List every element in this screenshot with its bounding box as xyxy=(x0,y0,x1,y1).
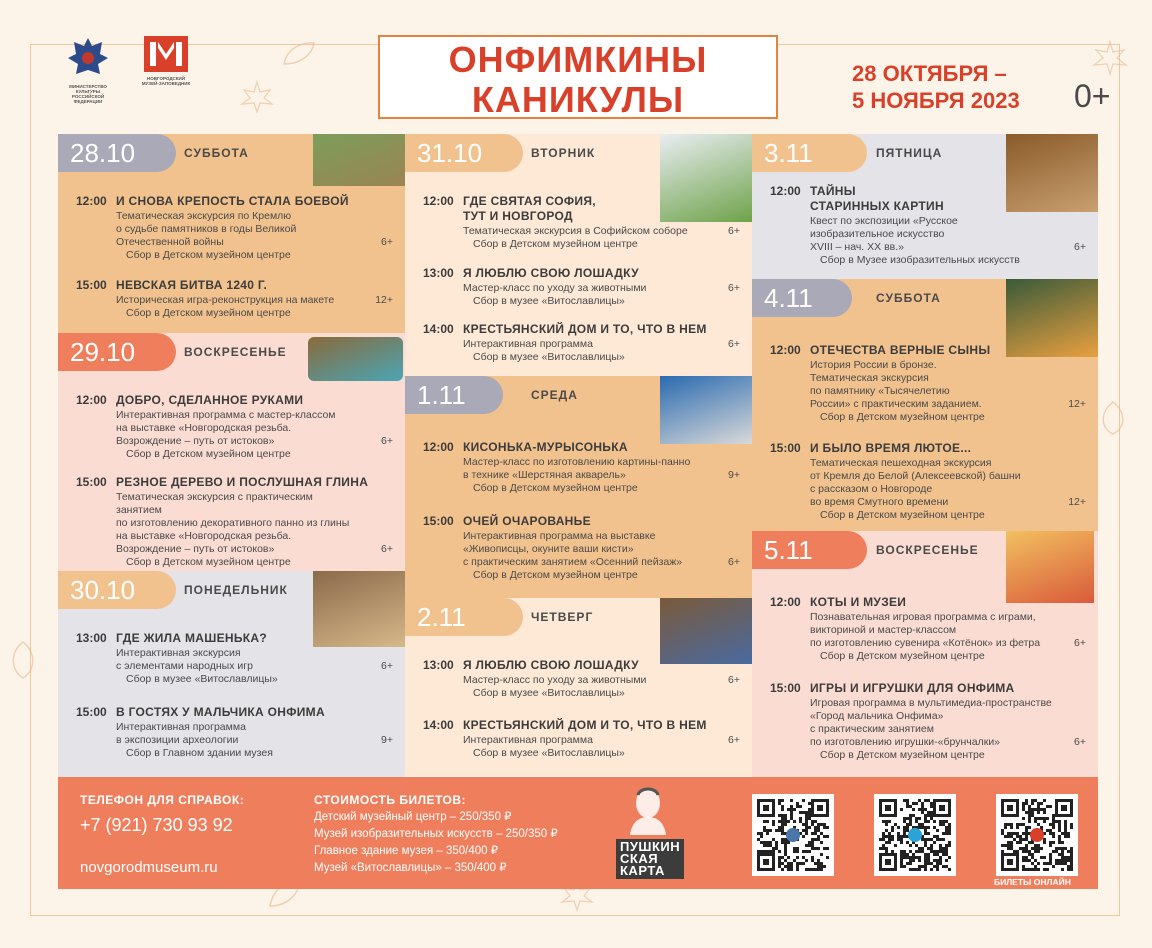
event-title: И БЫЛО ВРЕМЯ ЛЮТОЕ... xyxy=(810,441,972,455)
event-item xyxy=(770,441,1086,522)
footer xyxy=(58,777,1098,889)
day-photo xyxy=(1006,531,1094,603)
event-item xyxy=(423,658,740,700)
event-title: КИСОНЬКА-МУРЫСОНЬКА xyxy=(463,440,628,454)
event-place: Сбор в Детском музейном центре xyxy=(820,650,985,662)
event-title: КРЕСТЬЯНСКИЙ ДОМ И ТО, ЧТО В НЕМ xyxy=(463,718,707,732)
day-weekday: ВОСКРЕСЕНЬЕ xyxy=(876,543,979,557)
event-title-box xyxy=(378,35,778,119)
event-age-rating: 6+ xyxy=(1074,637,1086,649)
day-date: 28.10 xyxy=(58,134,176,172)
maple-leaf-icon xyxy=(1092,40,1128,76)
event-time: 12:00 xyxy=(423,440,454,454)
event-time: 14:00 xyxy=(423,718,454,732)
event-age-rating: 6+ xyxy=(728,338,740,350)
day-date: 5.11 xyxy=(752,531,867,569)
event-item xyxy=(770,595,1086,663)
day-date: 30.10 xyxy=(58,571,176,609)
event-place: Сбор в Детском музейном центре xyxy=(820,749,985,761)
event-description: Интерактивная программа xyxy=(463,338,593,350)
ministry-caption: МИНИСТЕРСТВО КУЛЬТУРЫ РОССИЙСКОЙ ФЕДЕРАЦИИ xyxy=(69,84,107,104)
day-photo xyxy=(308,337,403,381)
event-title: ГДЕ СВЯТАЯ СОФИЯ, ТУТ И НОВГОРОД xyxy=(463,194,596,223)
day-header xyxy=(405,134,752,172)
day-header xyxy=(58,571,405,609)
event-description: Мастер-класс по изготовлению картины-панно в технике «Шерстяная акварель» xyxy=(463,456,691,481)
event-title: ТАЙНЫ СТАРИННЫХ КАРТИН xyxy=(810,184,944,213)
pushkin-portrait-icon xyxy=(626,785,670,835)
day-weekday: СУББОТА xyxy=(876,291,941,305)
leaf-icon xyxy=(8,640,38,680)
event-age-rating: 6+ xyxy=(728,556,740,568)
event-description: Тематическая экскурсия по Кремлю о судьбе памятников в годы Великой Отечественной войны xyxy=(116,210,297,248)
event-title: Я ЛЮБЛЮ СВОЮ ЛОШАДКУ xyxy=(463,266,639,280)
event-item xyxy=(770,184,1086,267)
event-place: Сбор в Детском музейном центре xyxy=(126,249,291,261)
dates-line2: 5 НОЯБРЯ 2023 xyxy=(852,88,1020,113)
day-section xyxy=(752,279,1098,531)
event-title: ОТЕЧЕСТВА ВЕРНЫЕ СЫНЫ xyxy=(810,343,991,357)
event-place: Сбор в Детском музейном центре xyxy=(473,569,638,581)
phone-number[interactable]: +7 (921) 730 93 92 xyxy=(80,815,233,835)
event-description: Игровая программа в мультимедиа-пространстве «Город мальчика Онфима» с практическим занятием по изготовлению игрушки-«брунчалки» xyxy=(810,697,1052,748)
day-date: 2.11 xyxy=(405,598,523,636)
event-description: Интерактивная программа xyxy=(463,734,593,746)
event-item xyxy=(423,322,740,364)
event-place: Сбор в Детском музейном центре xyxy=(126,307,291,319)
event-age-rating: 12+ xyxy=(1068,398,1086,410)
title-line1: ОНФИМКИНЫ xyxy=(448,39,708,80)
event-description: Тематическая экскурсия в Софийском соборе xyxy=(463,225,688,237)
museum-logo xyxy=(138,34,194,86)
event-item xyxy=(76,631,393,686)
day-weekday: ПЯТНИЦА xyxy=(876,146,943,160)
qr-caption: БИЛЕТЫ ОНЛАЙН xyxy=(994,877,1071,887)
event-age-rating: 6+ xyxy=(728,734,740,746)
event-place: Сбор в музее «Витославлицы» xyxy=(473,295,625,307)
event-heading xyxy=(76,393,393,408)
day-weekday: ВТОРНИК xyxy=(531,146,596,160)
event-place: Сбор в Детском музейном центре xyxy=(126,556,291,568)
day-weekday: ПОНЕДЕЛЬНИК xyxy=(184,583,288,597)
event-description: Мастер-класс по уходу за животными xyxy=(463,674,647,686)
pushkin-line2: СКАЯ xyxy=(620,851,659,866)
day-date: 1.11 xyxy=(405,376,503,414)
event-heading xyxy=(423,440,740,455)
event-time: 12:00 xyxy=(76,393,107,407)
event-time: 12:00 xyxy=(770,343,801,357)
event-place: Сбор в Детском музейном центре xyxy=(126,448,291,460)
day-weekday: ВОСКРЕСЕНЬЕ xyxy=(184,345,287,359)
day-section xyxy=(405,598,752,776)
event-description: История России в бронзе. Тематическая экскурсия по памятнику «Тысячелетию России» с практическим заданием. xyxy=(810,359,982,410)
title-line2: КАНИКУЛЫ xyxy=(471,79,685,120)
event-time: 15:00 xyxy=(770,681,801,695)
price-item: Главное здание музея – 350/400 ₽ xyxy=(314,845,499,857)
pushkin-card-logo xyxy=(614,785,714,881)
event-description: Мастер-класс по уходу за животными xyxy=(463,282,647,294)
day-header xyxy=(58,333,405,371)
event-heading xyxy=(423,194,740,224)
event-heading xyxy=(423,514,740,529)
leaf-icon xyxy=(1098,400,1128,436)
qr-code-telegram[interactable] xyxy=(874,794,956,876)
event-place: Сбор в Детском музейном центре xyxy=(820,509,985,521)
event-heading xyxy=(770,343,1086,358)
qr-code-icon xyxy=(879,799,951,871)
event-time: 13:00 xyxy=(76,631,107,645)
event-title: В ГОСТЯХ У МАЛЬЧИКА ОНФИМА xyxy=(116,705,325,719)
day-section xyxy=(405,134,752,376)
qr-code-tickets[interactable] xyxy=(996,794,1078,876)
event-time: 13:00 xyxy=(423,266,454,280)
qr-code-icon xyxy=(757,799,829,871)
event-time: 15:00 xyxy=(76,278,107,292)
day-header xyxy=(58,134,405,172)
qr-code-icon xyxy=(1001,799,1073,871)
event-age-rating: 6+ xyxy=(728,674,740,686)
day-date: 29.10 xyxy=(58,333,176,371)
event-time: 15:00 xyxy=(76,475,107,489)
day-header xyxy=(752,531,1098,569)
day-section xyxy=(752,134,1098,279)
maple-leaf-icon xyxy=(240,80,274,114)
ministry-logo xyxy=(60,34,116,104)
event-place: Сбор в Детском музейном центре xyxy=(473,482,638,494)
event-title: ОЧЕЙ ОЧАРОВАНЬЕ xyxy=(463,514,591,528)
event-age-rating: 6+ xyxy=(381,660,393,672)
price-list xyxy=(314,809,558,877)
event-description: Познавательная игровая программа с играми, викториной и мастер-классом по изготовлению сувенира «Котёнок» из фетра xyxy=(810,611,1041,649)
event-place: Сбор в музее «Витославлицы» xyxy=(473,687,625,699)
day-header xyxy=(752,134,1098,172)
event-heading xyxy=(76,278,393,293)
event-description: Интерактивная программа на выставке «Живописцы, окуните ваши кисти» с практическим занятием «Осенний пейзаж» xyxy=(463,530,683,568)
event-title: РЕЗНОЕ ДЕРЕВО И ПОСЛУШНАЯ ГЛИНА xyxy=(116,475,369,489)
day-section xyxy=(58,571,405,777)
event-item xyxy=(770,343,1086,424)
event-place: Сбор в Музее изобразительных искусств xyxy=(820,254,1020,266)
event-age-rating: 9+ xyxy=(728,469,740,481)
pushkin-line3: КАРТА xyxy=(620,863,665,878)
day-weekday: СУББОТА xyxy=(184,146,249,160)
event-description: Тематическая пешеходная экскурсия от Кремля до Белой (Алексеевской) башни с рассказом о Новгороде во время Смутного времени xyxy=(810,457,1021,508)
day-section xyxy=(58,333,405,571)
event-time: 15:00 xyxy=(770,441,801,455)
day-date: 31.10 xyxy=(405,134,523,172)
event-title: ИГРЫ И ИГРУШКИ ДЛЯ ОНФИМА xyxy=(810,681,1015,695)
price-item: Музей изобразительных искусств – 250/350 ₽ xyxy=(314,828,558,840)
event-place: Сбор в музее «Витославлицы» xyxy=(126,673,278,685)
event-title: ДОБРО, СДЕЛАННОЕ РУКАМИ xyxy=(116,393,304,407)
day-section xyxy=(752,531,1098,777)
price-item: Музей «Витославлицы» – 350/400 ₽ xyxy=(314,862,507,874)
leaf-icon xyxy=(282,40,316,66)
event-age-rating: 9+ xyxy=(381,734,393,746)
event-heading xyxy=(76,631,393,646)
event-time: 12:00 xyxy=(423,194,454,208)
event-item xyxy=(770,681,1086,762)
event-age-rating: 6+ xyxy=(728,282,740,294)
event-heading xyxy=(423,322,740,337)
price-item: Детский музейный центр – 250/350 ₽ xyxy=(314,811,512,823)
event-age-rating: 6+ xyxy=(381,543,393,555)
day-date: 4.11 xyxy=(752,279,852,317)
event-heading xyxy=(76,705,393,720)
event-place: Сбор в музее «Витославлицы» xyxy=(473,351,625,363)
event-heading xyxy=(770,595,1086,610)
event-item xyxy=(76,194,393,262)
day-weekday: СРЕДА xyxy=(531,388,578,402)
day-header xyxy=(405,598,752,636)
event-dates xyxy=(852,60,1020,114)
event-item xyxy=(76,475,393,569)
prices-label: СТОИМОСТЬ БИЛЕТОВ: xyxy=(314,793,467,807)
event-place: Сбор в музее «Витославлицы» xyxy=(473,747,625,759)
pushkin-line1: ПУШКИН xyxy=(620,839,681,854)
event-heading xyxy=(770,681,1086,696)
day-photo xyxy=(660,598,752,664)
event-time: 12:00 xyxy=(76,194,107,208)
event-description: Историческая игра-реконструкция на макете xyxy=(116,294,335,306)
event-item xyxy=(76,393,393,461)
event-heading xyxy=(423,266,740,281)
eagle-emblem-icon xyxy=(66,34,110,82)
event-heading xyxy=(423,718,740,733)
header-logos xyxy=(60,34,194,104)
day-section xyxy=(58,134,405,333)
event-heading xyxy=(770,184,1086,214)
day-weekday: ЧЕТВЕРГ xyxy=(531,610,594,624)
event-time: 12:00 xyxy=(770,595,801,609)
event-heading xyxy=(770,441,1086,456)
event-item xyxy=(423,266,740,308)
event-item xyxy=(76,705,393,760)
event-title: ГДЕ ЖИЛА МАШЕНЬКА? xyxy=(116,631,268,645)
event-title: И СНОВА КРЕПОСТЬ СТАЛА БОЕВОЙ xyxy=(116,194,349,208)
event-place: Сбор в Детском музейном центре xyxy=(820,411,985,423)
event-age-rating: 12+ xyxy=(375,294,393,306)
event-title: Я ЛЮБЛЮ СВОЮ ЛОШАДКУ xyxy=(463,658,639,672)
event-item xyxy=(423,194,740,251)
event-time: 12:00 xyxy=(770,184,801,198)
event-age-rating: 6+ xyxy=(1074,241,1086,253)
event-description: Тематическая экскурсия с практическим занятием по изготовлению декоративного панно из глины на выставке «Новгородская резьба. Возрождение – путь от истоков» xyxy=(116,491,350,555)
event-description: Квест по экспозиции «Русское изобразительное искусство XVIII – нач. XX вв.» xyxy=(810,215,958,253)
event-age-rating: 6+ xyxy=(728,225,740,237)
day-date: 3.11 xyxy=(752,134,867,172)
event-title: НЕВСКАЯ БИТВА 1240 Г. xyxy=(116,278,268,292)
qr-code-vk[interactable] xyxy=(752,794,834,876)
day-photo xyxy=(660,376,752,444)
museum-caption: НОВГОРОДСКИЙ МУЗЕЙ-ЗАПОВЕДНИК xyxy=(141,76,191,86)
event-place: Сбор в Главном здании музея xyxy=(126,747,273,759)
phone-label: ТЕЛЕФОН ДЛЯ СПРАВОК: xyxy=(80,793,245,807)
event-description: Интерактивная программа в экспозиции археологии xyxy=(116,721,246,746)
event-age-rating: 6+ xyxy=(381,435,393,447)
age-rating: 0+ xyxy=(1074,78,1111,114)
day-header xyxy=(405,376,752,414)
event-title: КРЕСТЬЯНСКИЙ ДОМ И ТО, ЧТО В НЕМ xyxy=(463,322,707,336)
website-link[interactable]: novgorodmuseum.ru xyxy=(80,859,218,876)
event-item xyxy=(423,718,740,760)
day-photo xyxy=(313,134,405,186)
day-section xyxy=(405,376,752,598)
event-heading xyxy=(76,475,393,490)
event-heading xyxy=(423,658,740,673)
event-place: Сбор в Детском музейном центре xyxy=(473,238,638,250)
event-item xyxy=(423,440,740,495)
event-age-rating: 6+ xyxy=(381,236,393,248)
event-title: КОТЫ И МУЗЕИ xyxy=(810,595,907,609)
day-header xyxy=(752,279,1098,317)
event-item xyxy=(423,514,740,582)
museum-logo-icon xyxy=(142,34,190,74)
event-description: Интерактивная программа с мастер-классом на выставке «Новгородская резьба. Возрождение – путь от истоков» xyxy=(116,409,336,447)
dates-line1: 28 ОКТЯБРЯ – xyxy=(852,61,1007,86)
event-age-rating: 6+ xyxy=(1074,736,1086,748)
event-time: 13:00 xyxy=(423,658,454,672)
event-description: Интерактивная экскурсия с элементами народных игр xyxy=(116,647,253,672)
event-age-rating: 12+ xyxy=(1068,496,1086,508)
event-heading xyxy=(76,194,393,209)
event-time: 15:00 xyxy=(423,514,454,528)
event-time: 14:00 xyxy=(423,322,454,336)
event-time: 15:00 xyxy=(76,705,107,719)
event-item xyxy=(76,278,393,320)
